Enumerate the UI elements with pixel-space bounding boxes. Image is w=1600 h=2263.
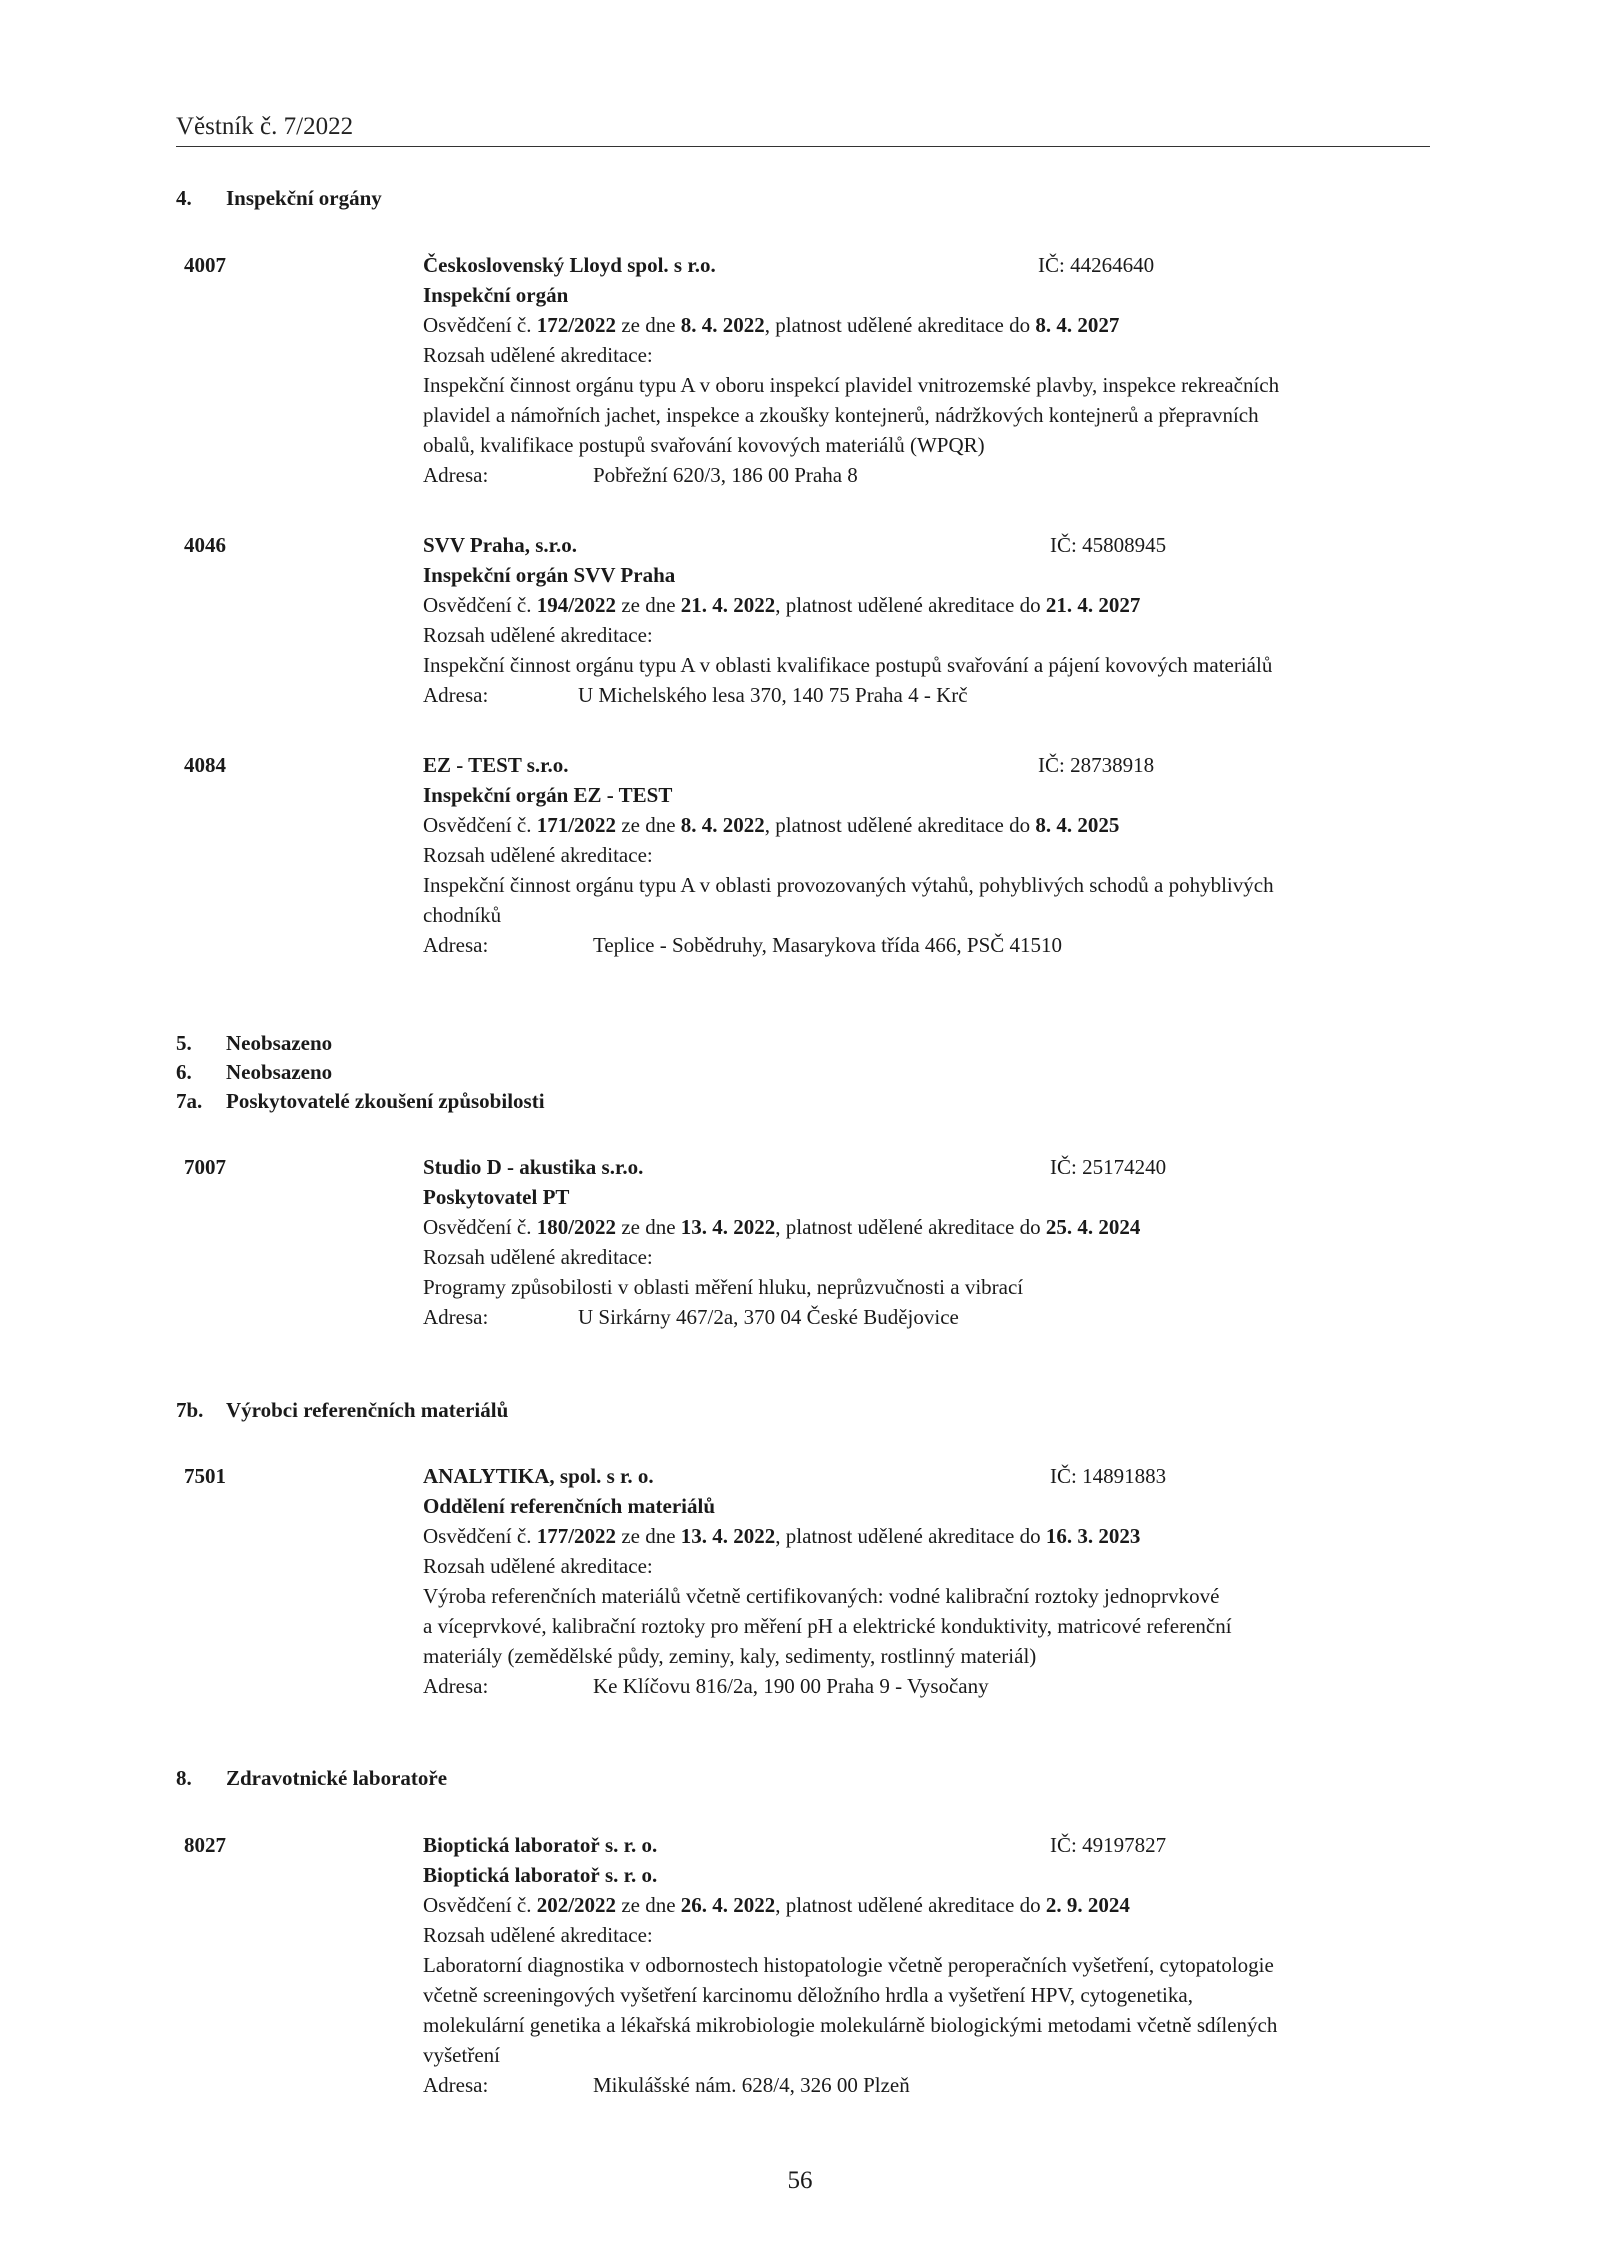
cert-number: 172/2022	[536, 313, 617, 337]
cert-mid2: , platnost udělené akreditace do	[775, 593, 1046, 617]
section-number: 5.	[176, 1031, 192, 1055]
entry-code: 8027	[184, 1833, 226, 1857]
entry-body	[423, 1830, 1423, 2100]
organization-name: SVV Praha, s.r.o.	[423, 533, 578, 557]
scope-label: Rozsah udělené akreditace:	[423, 623, 653, 647]
address-line	[423, 930, 1423, 960]
section-title: Inspekční orgány	[226, 186, 382, 210]
scope-line: Inspekční činnost orgánu typu A v oblasti provozovaných výtahů, pohyblivých schodů a pohyblivých	[423, 873, 1274, 897]
address-label: Adresa:	[423, 933, 489, 957]
cert-prefix: Osvědčení č.	[423, 813, 537, 837]
entry-4046	[176, 530, 1436, 720]
scope-line: Výroba referenčních materiálů včetně certifikovaných: vodné kalibrační roztoky jednoprvkové	[423, 1584, 1220, 1608]
cert-date: 13. 4. 2022	[680, 1524, 776, 1548]
cert-date: 21. 4. 2022	[680, 593, 776, 617]
section-heading-6	[176, 1058, 545, 1087]
cert-mid2: , platnost udělené akreditace do	[775, 1893, 1046, 1917]
cert-mid: ze dne	[616, 813, 681, 837]
ic-number: IČ: 49197827	[1050, 1833, 1167, 1857]
cert-number: 202/2022	[536, 1893, 617, 1917]
address-line	[423, 460, 1423, 490]
section-title: Výrobci referenčních materiálů	[226, 1398, 509, 1422]
section-number: 8.	[176, 1766, 192, 1790]
cert-mid: ze dne	[616, 1215, 681, 1239]
certificate-line	[423, 310, 1423, 340]
organization-name: Bioptická laboratoř s. r. o.	[423, 1833, 658, 1857]
section-heading-8	[176, 1764, 447, 1793]
unit-name: Inspekční orgán EZ - TEST	[423, 783, 673, 807]
section-heading-5	[176, 1029, 545, 1058]
cert-mid2: , platnost udělené akreditace do	[775, 1524, 1046, 1548]
certificate-line	[423, 1521, 1423, 1551]
cert-mid: ze dne	[616, 1524, 681, 1548]
cert-date: 8. 4. 2022	[680, 813, 765, 837]
section-title: Poskytovatelé zkoušení způsobilosti	[226, 1089, 545, 1113]
address-value: Mikulášské nám. 628/4, 326 00 Plzeň	[593, 2073, 910, 2097]
scope-label: Rozsah udělené akreditace:	[423, 843, 653, 867]
ic-number: IČ: 45808945	[1050, 533, 1167, 557]
cert-date: 13. 4. 2022	[680, 1215, 776, 1239]
cert-valid-until: 21. 4. 2027	[1045, 593, 1141, 617]
section-heading-7b	[176, 1396, 508, 1425]
address-value: Pobřežní 620/3, 186 00 Praha 8	[593, 463, 858, 487]
entry-7007	[176, 1152, 1436, 1342]
organization-name: Československý Lloyd spol. s r.o.	[423, 253, 716, 277]
ic-number: IČ: 25174240	[1050, 1155, 1167, 1179]
cert-mid: ze dne	[616, 313, 681, 337]
cert-date: 26. 4. 2022	[680, 1893, 776, 1917]
address-line	[423, 680, 1423, 710]
entry-code: 4084	[184, 753, 226, 777]
entry-body	[423, 1461, 1423, 1701]
page-number: 56	[787, 2167, 813, 2194]
address-line	[423, 2070, 1423, 2100]
unit-name: Inspekční orgán	[423, 283, 569, 307]
address-value: Ke Klíčovu 816/2a, 190 00 Praha 9 - Vysočany	[593, 1674, 989, 1698]
running-header: Věstník č. 7/2022	[176, 113, 354, 140]
address-value: U Michelského lesa 370, 140 75 Praha 4 - Krč	[578, 683, 968, 707]
certificate-line	[423, 1212, 1423, 1242]
cert-valid-until: 25. 4. 2024	[1045, 1215, 1141, 1239]
scope-line: vyšetření	[423, 2043, 500, 2067]
organization-name: ANALYTIKA, spol. s r. o.	[423, 1464, 654, 1488]
address-value: Teplice - Sobědruhy, Masarykova třída 466, PSČ 41510	[593, 933, 1063, 957]
unit-name: Inspekční orgán SVV Praha	[423, 563, 676, 587]
unit-name: Bioptická laboratoř s. r. o.	[423, 1863, 658, 1887]
header-rule	[176, 146, 1430, 147]
scope-label: Rozsah udělené akreditace:	[423, 1923, 653, 1947]
cert-mid2: , platnost udělené akreditace do	[764, 813, 1036, 837]
address-label: Adresa:	[423, 2073, 489, 2097]
cert-date: 8. 4. 2022	[680, 313, 765, 337]
section-heading-7a	[176, 1087, 545, 1116]
scope-line: molekulární genetika a lékařská mikrobiologie molekulárně biologickými metodami včetně sdílených	[423, 2013, 1278, 2037]
ic-number: IČ: 28738918	[1038, 753, 1155, 777]
scope-line: plavidel a námořních jachet, inspekce a zkoušky kontejnerů, nádržkových kontejnerů a přepravních	[423, 403, 1259, 427]
unit-name: Oddělení referenčních materiálů	[423, 1494, 716, 1518]
scope-line: a víceprvkové, kalibrační roztoky pro měření pH a elektrické konduktivity, matricové referenční	[423, 1614, 1232, 1638]
scope-line: Laboratorní diagnostika v odbornostech histopatologie včetně peroperačních vyšetření, cytopatologie	[423, 1953, 1274, 1977]
address-label: Adresa:	[423, 1674, 489, 1698]
entry-code: 4046	[184, 533, 226, 557]
entry-body	[423, 1152, 1423, 1332]
address-label: Adresa:	[423, 1305, 489, 1329]
entry-7501	[176, 1461, 1436, 1711]
scope-line: materiály (zemědělské půdy, zeminy, kaly, sedimenty, rostlinný materiál)	[423, 1644, 1037, 1668]
cert-valid-until: 8. 4. 2027	[1035, 313, 1120, 337]
entry-4084	[176, 750, 1436, 980]
section-title: Neobsazeno	[226, 1031, 333, 1055]
section-number: 4.	[176, 186, 192, 210]
scope-line: Inspekční činnost orgánu typu A v oboru inspekcí plavidel vnitrozemské plavby, inspekce rekreačních	[423, 373, 1280, 397]
scope-label: Rozsah udělené akreditace:	[423, 343, 653, 367]
cert-prefix: Osvědčení č.	[423, 1893, 537, 1917]
organization-name: EZ - TEST s.r.o.	[423, 753, 569, 777]
entry-code: 7007	[184, 1155, 226, 1179]
section-heading-4	[176, 184, 382, 213]
cert-mid: ze dne	[616, 593, 681, 617]
cert-number: 177/2022	[536, 1524, 617, 1548]
entry-4007	[176, 250, 1436, 500]
cert-number: 180/2022	[536, 1215, 617, 1239]
unit-name: Poskytovatel PT	[423, 1185, 570, 1209]
cert-number: 171/2022	[536, 813, 617, 837]
scope-line: Inspekční činnost orgánu typu A v oblasti kvalifikace postupů svařování a pájení kovových materiálů	[423, 653, 1273, 677]
address-line	[423, 1302, 1423, 1332]
cert-valid-until: 16. 3. 2023	[1045, 1524, 1141, 1548]
entry-body	[423, 530, 1423, 710]
section-number: 7b.	[176, 1398, 204, 1422]
address-line	[423, 1671, 1423, 1701]
address-label: Adresa:	[423, 463, 489, 487]
section-number: 7a.	[176, 1089, 203, 1113]
cert-prefix: Osvědčení č.	[423, 593, 537, 617]
cert-mid2: , platnost udělené akreditace do	[764, 313, 1036, 337]
cert-mid2: , platnost udělené akreditace do	[775, 1215, 1046, 1239]
organization-name: Studio D - akustika s.r.o.	[423, 1155, 644, 1179]
section-list	[176, 1029, 545, 1116]
cert-prefix: Osvědčení č.	[423, 313, 537, 337]
address-value: U Sirkárny 467/2a, 370 04 České Budějovice	[578, 1305, 959, 1329]
entry-8027	[176, 1830, 1436, 2110]
scope-label: Rozsah udělené akreditace:	[423, 1245, 653, 1269]
cert-mid: ze dne	[616, 1893, 681, 1917]
scope-line: Programy způsobilosti v oblasti měření hluku, neprůzvučnosti a vibrací	[423, 1275, 1024, 1299]
scope-line: včetně screeningových vyšetření karcinomu děložního hrdla a vyšetření HPV, cytogenetika,	[423, 1983, 1193, 2007]
entry-code: 4007	[184, 253, 226, 277]
cert-valid-until: 8. 4. 2025	[1035, 813, 1120, 837]
ic-number: IČ: 44264640	[1038, 253, 1155, 277]
cert-prefix: Osvědčení č.	[423, 1215, 537, 1239]
ic-number: IČ: 14891883	[1050, 1464, 1167, 1488]
scope-line: chodníků	[423, 903, 502, 927]
cert-valid-until: 2. 9. 2024	[1045, 1893, 1130, 1917]
section-title: Neobsazeno	[226, 1060, 333, 1084]
section-title: Zdravotnické laboratoře	[226, 1766, 448, 1790]
cert-number: 194/2022	[536, 593, 617, 617]
certificate-line	[423, 590, 1423, 620]
entry-code: 7501	[184, 1464, 226, 1488]
address-label: Adresa:	[423, 683, 489, 707]
certificate-line	[423, 810, 1423, 840]
scope-line: obalů, kvalifikace postupů svařování kovových materiálů (WPQR)	[423, 433, 985, 457]
section-number: 6.	[176, 1060, 192, 1084]
entry-body	[423, 750, 1423, 960]
cert-prefix: Osvědčení č.	[423, 1524, 537, 1548]
certificate-line	[423, 1890, 1423, 1920]
scope-label: Rozsah udělené akreditace:	[423, 1554, 653, 1578]
entry-body	[423, 250, 1423, 490]
